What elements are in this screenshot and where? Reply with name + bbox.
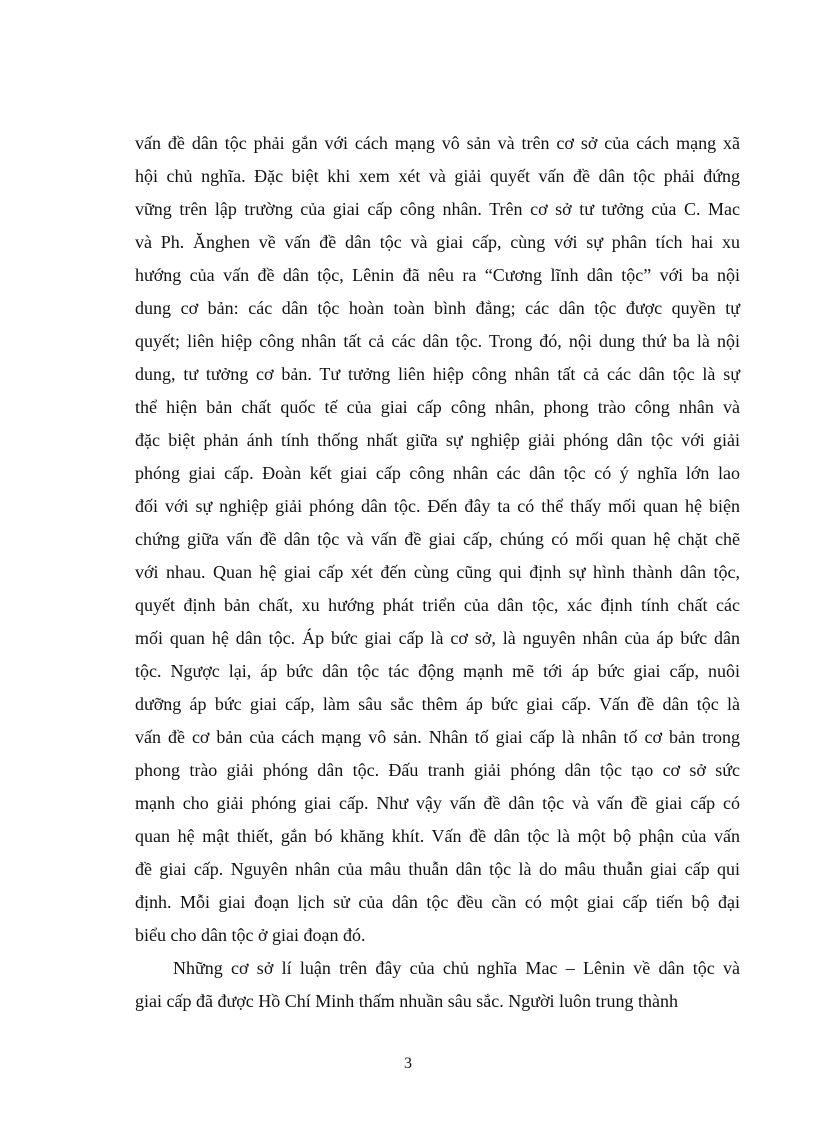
paragraph-1-line-9: thể hiện bản chất quốc tế của giai cấp công nhân, phong trào công nhân và xyxy=(135,397,740,417)
paragraph-1-line-1: vấn đề dân tộc phải gắn với cách mạng vô sản và trên cơ sở của cách mạng xã xyxy=(135,133,740,153)
paragraph-2-line-1: Những cơ sở lí luận trên đây của chủ nghĩa Mac – Lênin về dân tộc và xyxy=(173,958,740,978)
paragraph-1-line-17: tộc. Ngược lại, áp bức dân tộc tác động mạnh mẽ tới áp bức giai cấp, nuôi xyxy=(135,661,740,681)
paragraph-1-line-25: biểu cho dân tộc ở giai đoạn đó. xyxy=(135,925,366,945)
paragraph-1-line-13: chứng giữa vấn đề dân tộc và vấn đề giai cấp, chúng có mối quan hệ chặt chẽ xyxy=(135,529,740,549)
paragraph-1-line-2: hội chủ nghĩa. Đặc biệt khi xem xét và giải quyết vấn đề dân tộc phải đứng xyxy=(135,166,740,186)
paragraph-1-line-21: mạnh cho giải phóng giai cấp. Như vậy vấn đề dân tộc và vấn đề giai cấp có xyxy=(135,793,740,813)
paragraph-1-line-14: với nhau. Quan hệ giai cấp xét đến cùng cũng qui định sự hình thành dân tộc, xyxy=(135,562,740,582)
paragraph-1-line-23: đề giai cấp. Nguyên nhân của mâu thuẫn dân tộc là do mâu thuẫn giai cấp qui xyxy=(135,859,740,879)
paragraph-1-line-3: vững trên lập trường của giai cấp công nhân. Trên cơ sở tư tưởng của C. Mac xyxy=(135,199,740,219)
paragraph-1-line-16: mối quan hệ dân tộc. Áp bức giai cấp là cơ sở, là nguyên nhân của áp bức dân xyxy=(135,628,740,648)
paragraph-1-line-20: phong trào giải phóng dân tộc. Đấu tranh giải phóng dân tộc tạo cơ sở sức xyxy=(135,760,740,780)
paragraph-1-line-24: định. Mỗi giai đoạn lịch sử của dân tộc đều cần có một giai cấp tiến bộ đại xyxy=(135,892,740,912)
paragraph-1-line-10: đặc biệt phản ánh tính thống nhất giữa sự nghiệp giải phóng dân tộc với giải xyxy=(135,430,740,450)
paragraph-1-line-8: dung, tư tưởng cơ bản. Tư tưởng liên hiệp công nhân tất cả các dân tộc là sự xyxy=(135,364,740,384)
paragraph-1-line-5: hướng của vấn đề dân tộc, Lênin đã nêu ra “Cương lĩnh dân tộc” với ba nội xyxy=(135,265,740,285)
paragraph-1-line-18: dưỡng áp bức giai cấp, làm sâu sắc thêm áp bức giai cấp. Vấn đề dân tộc là xyxy=(135,694,740,714)
paragraph-1-line-4: và Ph. Ănghen về vấn đề dân tộc và giai cấp, cùng với sự phân tích hai xu xyxy=(135,232,740,252)
page-number: 3 xyxy=(404,1055,412,1072)
paragraph-1-line-12: đối với sự nghiệp giải phóng dân tộc. Đến đây ta có thể thấy mối quan hệ biện xyxy=(135,496,740,516)
paragraph-1-line-11: phóng giai cấp. Đoàn kết giai cấp công nhân các dân tộc có ý nghĩa lớn lao xyxy=(135,463,740,483)
paragraph-1-line-7: quyết; liên hiệp công nhân tất cả các dân tộc. Trong đó, nội dung thứ ba là nội xyxy=(135,331,740,351)
paragraph-1-line-15: quyết định bản chất, xu hướng phát triển của dân tộc, xác định tính chất các xyxy=(135,595,740,615)
paragraph-2-line-2: giai cấp đã được Hồ Chí Minh thấm nhuần sâu sắc. Người luôn trung thành xyxy=(135,991,678,1011)
paragraph-1-line-22: quan hệ mật thiết, gắn bó khăng khít. Vấn đề dân tộc là một bộ phận của vấn xyxy=(135,826,740,846)
paragraph-1-line-19: vấn đề cơ bản của cách mạng vô sản. Nhân tố giai cấp là nhân tố cơ bản trong xyxy=(135,727,740,747)
paragraph-1-line-6: dung cơ bản: các dân tộc hoàn toàn bình đẳng; các dân tộc được quyền tự xyxy=(135,298,740,318)
